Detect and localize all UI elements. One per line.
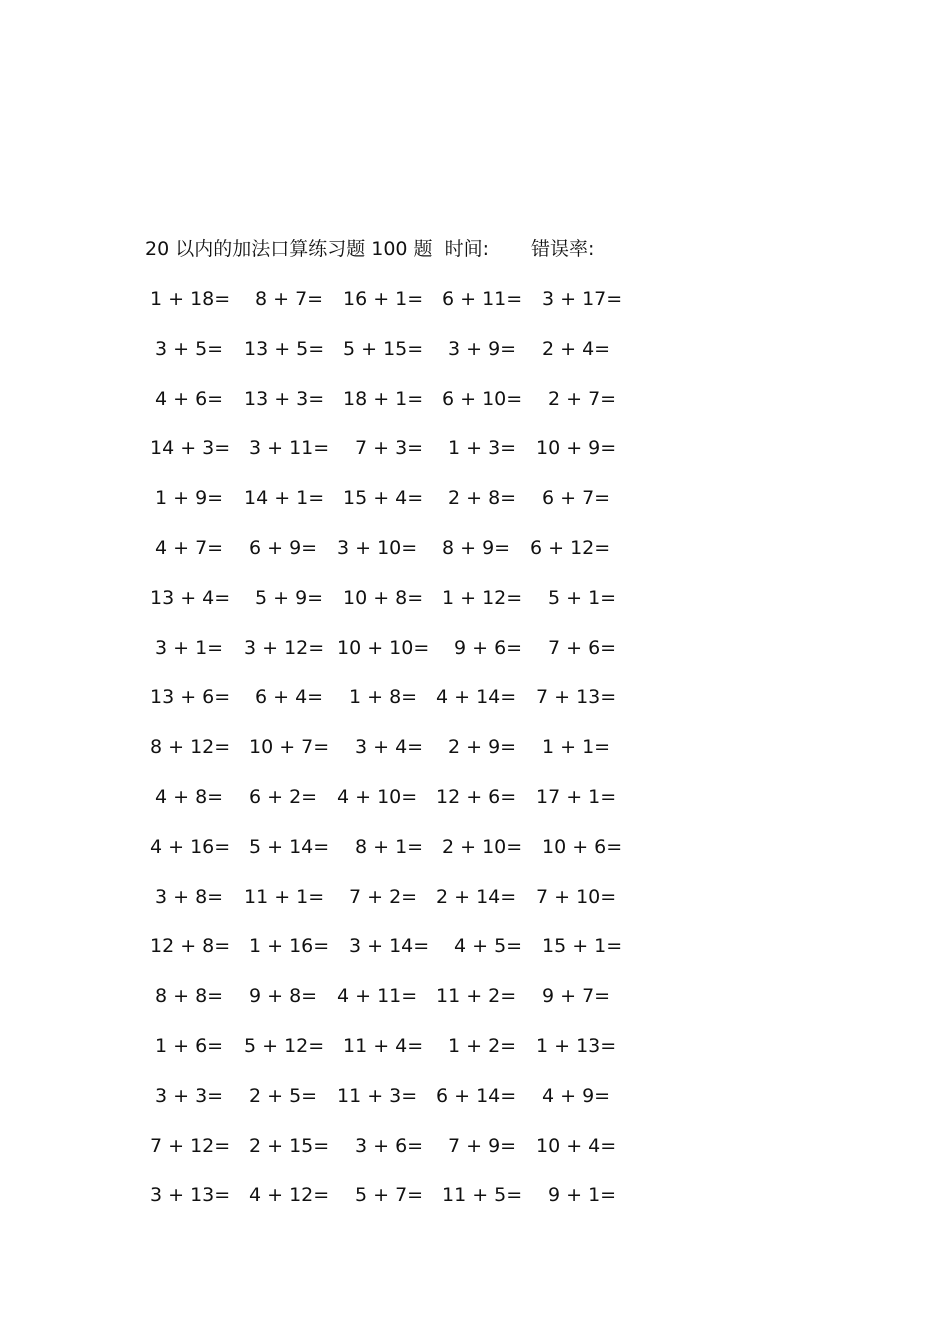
problem-cell: 4 + 6= xyxy=(155,387,224,410)
problem-cell: 6 + 9= xyxy=(249,536,318,559)
problem-cell: 7 + 9= xyxy=(448,1134,517,1157)
problem-cell: 2 + 8= xyxy=(448,487,517,510)
problem-cell: 5 + 9= xyxy=(255,586,324,609)
problem-cell: 3 + 17= xyxy=(542,288,623,310)
problem-cell: 3 + 9= xyxy=(448,337,517,360)
problem-cell: 11 + 5= xyxy=(442,1184,523,1207)
problem-cell: 12 + 8= xyxy=(150,935,231,958)
problem-cell: 17 + 1= xyxy=(536,785,617,808)
problem-cell: 9 + 1= xyxy=(548,1184,617,1207)
problem-cell: 1 + 6= xyxy=(155,1034,224,1057)
problem-cell: 11 + 3= xyxy=(337,1084,418,1107)
problem-cell: 4 + 14= xyxy=(436,686,517,709)
problem-cell: 6 + 7= xyxy=(542,487,611,510)
problem-grid xyxy=(0,286,950,1232)
problem-cell: 11 + 4= xyxy=(343,1034,424,1057)
problem-cell: 15 + 4= xyxy=(343,487,424,510)
problem-cell: 3 + 4= xyxy=(355,736,424,759)
problem-cell: 6 + 14= xyxy=(436,1084,517,1107)
problem-cell: 8 + 8= xyxy=(155,985,224,1008)
problem-cell: 3 + 13= xyxy=(150,1184,231,1207)
problem-cell: 13 + 5= xyxy=(244,337,325,360)
problem-cell: 1 + 2= xyxy=(448,1034,517,1057)
problem-cell: 1 + 16= xyxy=(249,935,330,958)
problem-row xyxy=(0,734,950,784)
problem-cell: 5 + 7= xyxy=(355,1184,424,1207)
problem-cell: 13 + 4= xyxy=(150,586,231,609)
problem-cell: 3 + 6= xyxy=(355,1134,424,1157)
problem-row xyxy=(0,286,950,336)
problem-cell: 10 + 6= xyxy=(542,835,623,858)
problem-row xyxy=(0,1033,950,1083)
problem-cell: 3 + 1= xyxy=(155,636,224,659)
problem-cell: 1 + 8= xyxy=(349,686,418,709)
problem-cell: 3 + 8= xyxy=(155,885,224,908)
problem-cell: 3 + 12= xyxy=(244,636,325,659)
problem-cell: 6 + 12= xyxy=(530,536,611,559)
problem-row xyxy=(0,485,950,535)
problem-cell: 2 + 4= xyxy=(542,337,611,360)
problem-cell: 2 + 14= xyxy=(436,885,517,908)
problem-cell: 4 + 12= xyxy=(249,1184,330,1207)
problem-cell: 11 + 1= xyxy=(244,885,325,908)
problem-cell: 9 + 8= xyxy=(249,985,318,1008)
problem-row xyxy=(0,784,950,834)
problem-cell: 4 + 7= xyxy=(155,536,224,559)
error-rate-label: 错误率: xyxy=(530,238,595,260)
problem-cell: 10 + 8= xyxy=(343,586,424,609)
problem-cell: 9 + 6= xyxy=(454,636,523,659)
problem-cell: 11 + 2= xyxy=(436,985,517,1008)
problem-cell: 13 + 6= xyxy=(150,686,231,709)
problem-cell: 1 + 3= xyxy=(448,437,517,460)
problem-cell: 1 + 12= xyxy=(442,586,523,609)
problem-cell: 6 + 2= xyxy=(249,785,318,808)
problem-cell: 3 + 3= xyxy=(155,1084,224,1107)
problem-cell: 13 + 3= xyxy=(244,387,325,410)
problem-row xyxy=(0,635,950,685)
problem-cell: 15 + 1= xyxy=(542,935,623,958)
problem-cell: 3 + 10= xyxy=(337,536,418,559)
problem-cell: 6 + 11= xyxy=(442,288,523,310)
problem-cell: 8 + 9= xyxy=(442,536,511,559)
problem-cell: 5 + 1= xyxy=(548,586,617,609)
problem-cell: 6 + 10= xyxy=(442,387,523,410)
problem-cell: 5 + 15= xyxy=(343,337,424,360)
problem-cell: 1 + 1= xyxy=(542,736,611,759)
problem-cell: 4 + 9= xyxy=(542,1084,611,1107)
problem-cell: 14 + 1= xyxy=(244,487,325,510)
problem-row xyxy=(0,1133,950,1183)
problem-cell: 14 + 3= xyxy=(150,437,231,460)
problem-cell: 8 + 12= xyxy=(150,736,231,759)
worksheet-title: 20 以内的加法口算练习题 100 题 xyxy=(145,238,433,260)
problem-cell: 5 + 14= xyxy=(249,835,330,858)
problem-row xyxy=(0,336,950,386)
problem-row xyxy=(0,535,950,585)
problem-cell: 10 + 7= xyxy=(249,736,330,759)
problem-cell: 3 + 5= xyxy=(155,337,224,360)
problem-cell: 8 + 7= xyxy=(255,288,324,310)
problem-row xyxy=(0,1083,950,1133)
problem-cell: 4 + 10= xyxy=(337,785,418,808)
problem-cell: 18 + 1= xyxy=(343,387,424,410)
problem-cell: 10 + 10= xyxy=(337,636,430,659)
problem-cell: 3 + 11= xyxy=(249,437,330,460)
problem-cell: 2 + 10= xyxy=(442,835,523,858)
problem-cell: 7 + 13= xyxy=(536,686,617,709)
worksheet-header xyxy=(145,236,594,262)
problem-cell: 6 + 4= xyxy=(255,686,324,709)
problem-cell: 10 + 9= xyxy=(536,437,617,460)
problem-cell: 2 + 7= xyxy=(548,387,617,410)
problem-row xyxy=(0,983,950,1033)
problem-cell: 7 + 3= xyxy=(355,437,424,460)
problem-cell: 1 + 13= xyxy=(536,1034,617,1057)
problem-row xyxy=(0,933,950,983)
problem-cell: 2 + 9= xyxy=(448,736,517,759)
problem-cell: 4 + 11= xyxy=(337,985,418,1008)
problem-cell: 16 + 1= xyxy=(343,288,424,310)
problem-row xyxy=(0,884,950,934)
problem-cell: 7 + 6= xyxy=(548,636,617,659)
problem-cell: 5 + 12= xyxy=(244,1034,325,1057)
problem-cell: 1 + 18= xyxy=(150,288,231,310)
problem-row xyxy=(0,834,950,884)
problem-cell: 4 + 5= xyxy=(454,935,523,958)
problem-cell: 7 + 2= xyxy=(349,885,418,908)
problem-cell: 7 + 10= xyxy=(536,885,617,908)
problem-row xyxy=(0,684,950,734)
problem-cell: 2 + 15= xyxy=(249,1134,330,1157)
problem-cell: 9 + 7= xyxy=(542,985,611,1008)
problem-cell: 10 + 4= xyxy=(536,1134,617,1157)
problem-cell: 7 + 12= xyxy=(150,1134,231,1157)
time-label: 时间: xyxy=(444,238,489,260)
problem-row xyxy=(0,585,950,635)
problem-cell: 1 + 9= xyxy=(155,487,224,510)
problem-row xyxy=(0,386,950,436)
problem-cell: 4 + 16= xyxy=(150,835,231,858)
problem-row xyxy=(0,435,950,485)
problem-cell: 4 + 8= xyxy=(155,785,224,808)
problem-cell: 12 + 6= xyxy=(436,785,517,808)
problem-row xyxy=(0,1182,950,1232)
problem-cell: 3 + 14= xyxy=(349,935,430,958)
problem-cell: 8 + 1= xyxy=(355,835,424,858)
problem-cell: 2 + 5= xyxy=(249,1084,318,1107)
